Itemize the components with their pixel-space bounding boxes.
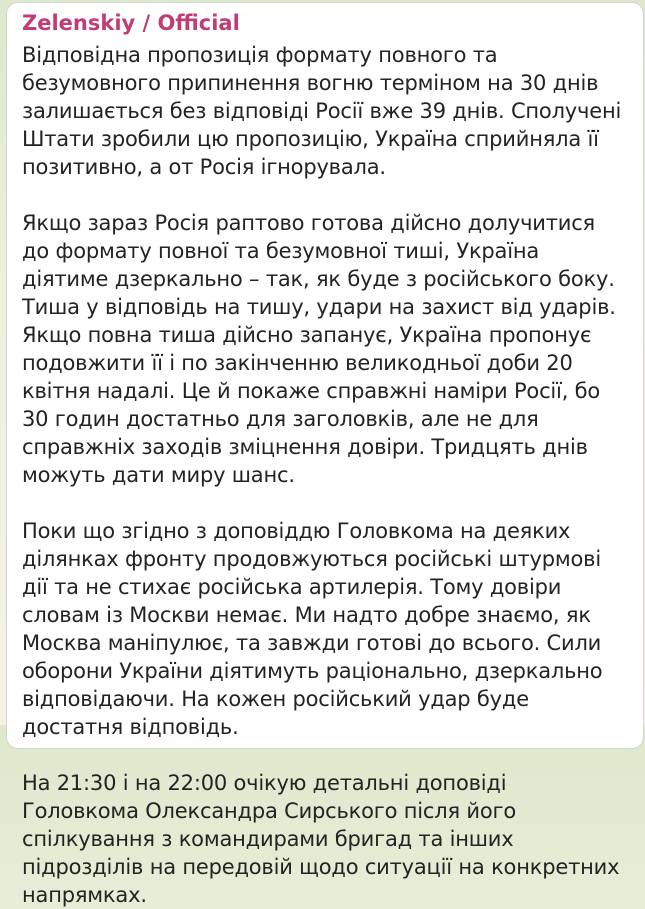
message-paragraph: Відповідна пропозиція формату повного та безумовного припинення вогню терміном на 30 днів залишається без відповіді Росії вже 39 днів. Сполучені Штати зробили цю пропозицію, Україна сприйняла її позитивно, а от Росія ігнорувала.: [22, 43, 622, 179]
message-paragraph: Поки що згідно з доповіддю Головкома на деяких ділянках фронту продовжуються російські штурмові дії та не стихає російська артилерія. Тому довіри словам із Москви немає. Ми надто добре знаємо, як Москва маніпулює, та завжди готові до всього. Сили оборони України діятимуть раціонально, дзеркально відповідаючи. На кожен російський удар буде достатня відповідь.: [22, 519, 603, 739]
message-paragraph: На 21:30 і на 22:00 очікую детальні доповіді Головкома Олександра Сирського після його спілкування з командирами бригад та інших підрозділів на передовій щодо ситуації на конкретних напрямках.: [22, 771, 620, 907]
message-text: [22, 41, 627, 909]
message-paragraph: Якщо зараз Росія раптово готова дійсно долучитися до формату повної та безумовної тиші, Україна діятиме дзеркально – так, як буде з російського боку. Тиша у відповідь на тишу, удари на захист від ударів. Якщо повна тиша дійсно запанує, Україна пропонує подовжити її і по закінченню великодньої доби 20 квітня надалі. Це й покаже справжні наміри Росії, бо 30 годин достатньо для заголовків, але не для справжніх заходів зміцнення довіри. Тридцять днів можуть дати миру шанс.: [22, 211, 616, 487]
telegram-message-bubble: [6, 2, 644, 907]
channel-name[interactable]: Zelenskiy / Official: [22, 11, 240, 35]
